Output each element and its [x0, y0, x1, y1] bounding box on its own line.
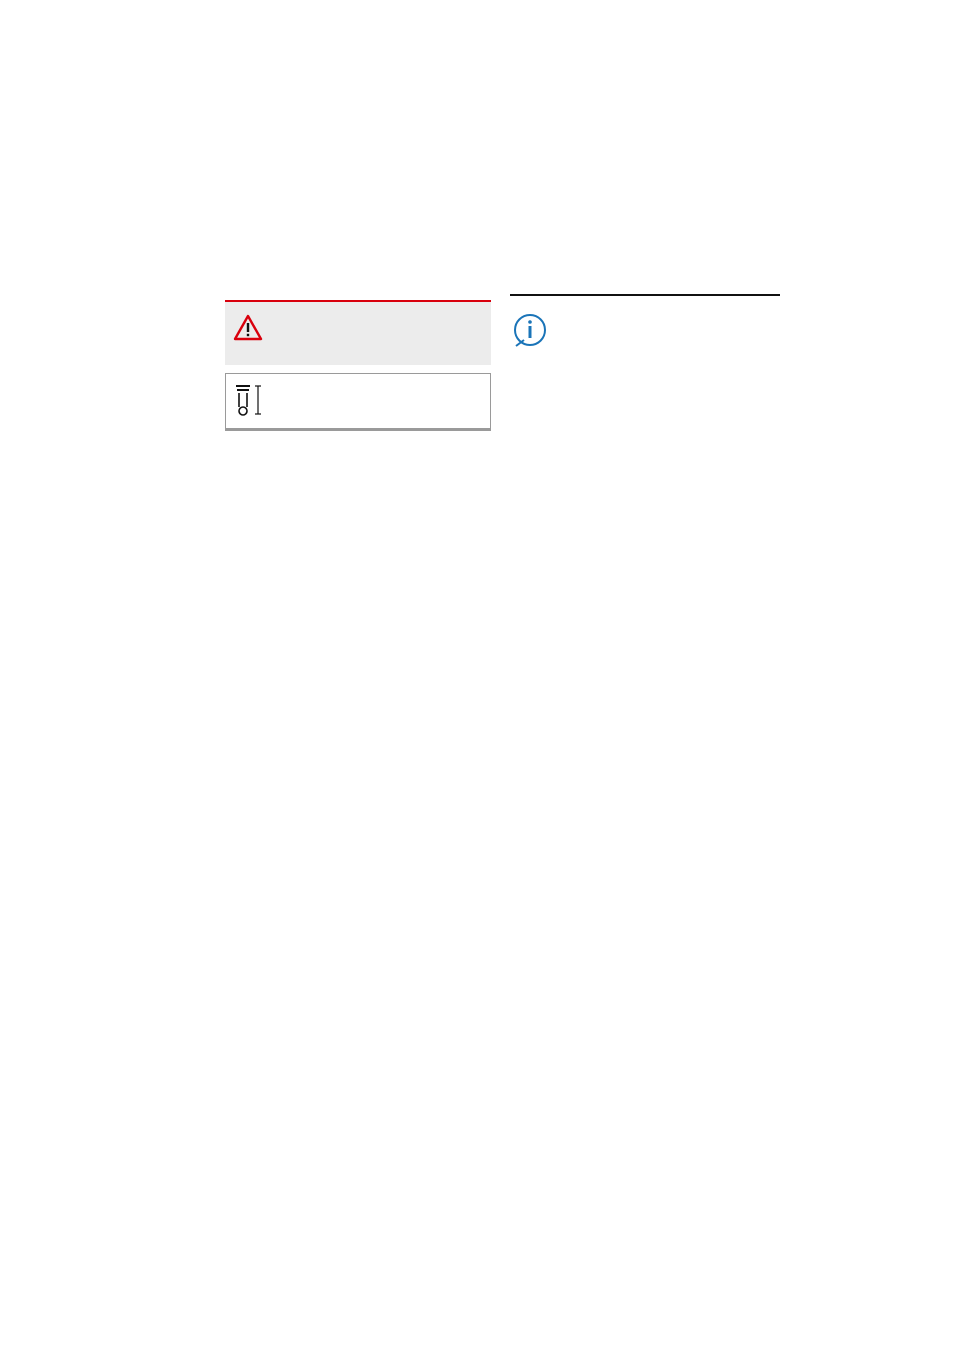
info-icon	[510, 312, 550, 350]
right-column	[510, 292, 780, 372]
warning-box	[225, 300, 491, 365]
warning-header	[233, 314, 485, 341]
info-note	[510, 302, 780, 352]
spec-value-row	[226, 430, 491, 431]
battery-type-icon	[234, 382, 264, 418]
section-rule	[510, 294, 780, 296]
spec-header-row	[226, 374, 491, 429]
spec-row-value	[226, 430, 491, 431]
battery-spec-table	[225, 373, 491, 431]
spec-header-cell	[226, 374, 491, 429]
warning-triangle-icon	[233, 314, 263, 341]
left-column	[229, 292, 491, 433]
